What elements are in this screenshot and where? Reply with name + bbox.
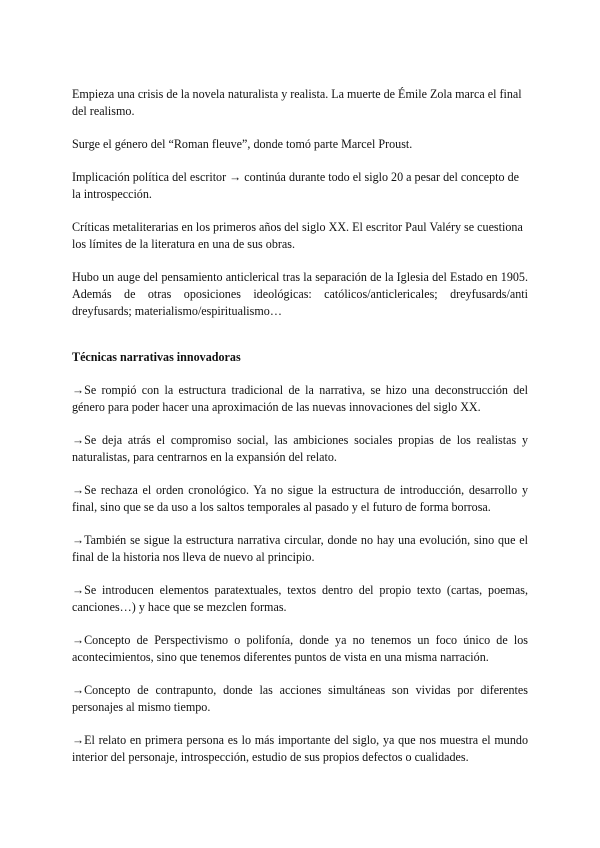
technique-paragraph-perspectivism: →Concepto de Perspectivismo o polifonía, donde ya no tenemos un foco único de los acontecimientos, sino que tenemos diferentes puntos de vista en una misma narración. xyxy=(72,633,528,664)
technique-paragraph-circular-structure: →También se sigue la estructura narrativa circular, donde no hay una evolución, sino que el final de la historia nos lleva de nuevo al principio. xyxy=(72,533,528,564)
technique-paragraph-chronology: →Se rechaza el orden cronológico. Ya no sigue la estructura de introducción, desarrollo y final, sino que se da uso a los saltos temporales al pasado y el futuro de forma borrosa. xyxy=(72,483,528,514)
technique-paragraph-counterpoint: →Concepto de contrapunto, donde las acciones simultáneas son vividas por diferentes personajes al mismo tiempo. xyxy=(72,683,528,714)
technique-paragraph-social-commitment: →Se deja atrás el compromiso social, las ambiciones sociales propias de los realistas y naturalistas, para centrarnos en la expansión del relato. xyxy=(72,433,528,464)
intro-paragraph-metaliterary-criticism: Críticas metaliterarias en los primeros años del siglo XX. El escritor Paul Valéry se cuestiona los límites de la literatura en una de sus obras. xyxy=(72,220,523,251)
intro-paragraph-naturalism-crisis: Empieza una crisis de la novela naturalista y realista. La muerte de Émile Zola marca el final del realismo. xyxy=(72,87,522,118)
technique-paragraph-deconstruction: →Se rompió con la estructura tradicional de la narrativa, se hizo una deconstrucción del género para poder hacer una aproximación de las nuevas innovaciones del siglo XX. xyxy=(72,383,528,414)
document-page xyxy=(72,86,528,782)
technique-paragraph-paratextual-elements: →Se introducen elementos paratextuales, textos dentro del propio texto (cartas, poemas, canciones…) y hace que se mezclen formas. xyxy=(72,583,528,614)
intro-paragraph-roman-fleuve: Surge el género del “Roman fleuve”, donde tomó parte Marcel Proust. xyxy=(72,137,413,151)
intro-paragraph-anticlerical-thought: Hubo un auge del pensamiento anticlerical tras la separación de la Iglesia del Estado en 1905. Además de otras oposiciones ideológicas: católicos/anticlericales; dreyfusards/anti dreyfusards; materialismo/espiritualismo… xyxy=(72,270,528,318)
intro-paragraph-political-involvement: Implicación política del escritor → continúa durante todo el siglo 20 a pesar del concepto de la introspección. xyxy=(72,170,519,201)
section-heading: Técnicas narrativas innovadoras xyxy=(72,350,241,364)
technique-paragraph-first-person: →El relato en primera persona es lo más importante del siglo, ya que nos muestra el mundo interior del personaje, introspección, estudio de sus propios defectos o cualidades. xyxy=(72,733,528,764)
